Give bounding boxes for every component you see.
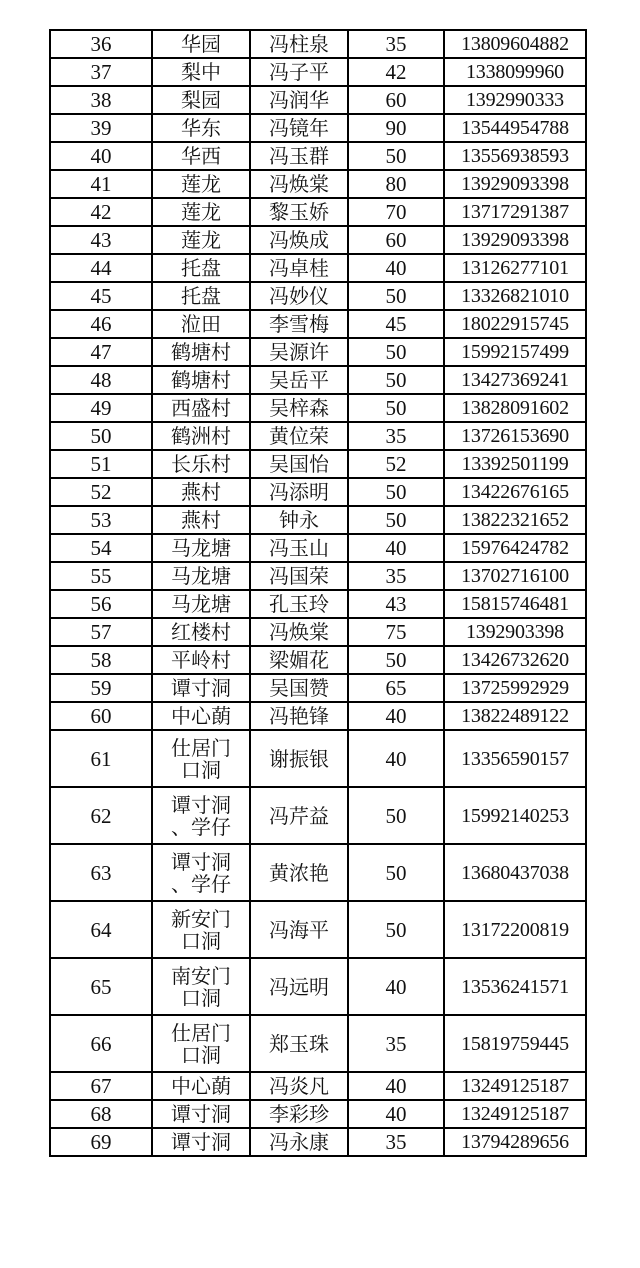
village-cell [152,787,250,844]
table-row [50,901,586,958]
value-cell: 60 [348,86,444,114]
value-cell: 75 [348,618,444,646]
value-cell: 52 [348,450,444,478]
phone-cell: 13929093398 [444,170,586,198]
village-cell [152,844,250,901]
value-cell: 40 [348,254,444,282]
table-row [50,1015,586,1072]
village-cell: 华东 [152,114,250,142]
table-row [50,730,586,787]
table-row [50,58,586,86]
village-cell: 梨中 [152,58,250,86]
village-cell: 托盘 [152,254,250,282]
phone-cell: 13822489122 [444,702,586,730]
name-cell: 黄浓艳 [250,844,348,901]
phone-cell: 1338099960 [444,58,586,86]
name-cell: 冯柱泉 [250,30,348,58]
table-row [50,590,586,618]
name-cell: 黎玉娇 [250,198,348,226]
row-number-cell: 56 [50,590,152,618]
village-line-1: 新安门 [171,906,231,931]
village-cell: 平岭村 [152,646,250,674]
table-row [50,310,586,338]
village-cell: 西盛村 [152,394,250,422]
row-number-cell: 67 [50,1072,152,1100]
village-cell: 红楼村 [152,618,250,646]
phone-cell: 13326821010 [444,282,586,310]
table-row [50,674,586,702]
village-cell: 鹤洲村 [152,422,250,450]
name-cell: 冯焕棠 [250,618,348,646]
data-table [49,29,587,1157]
row-number-cell: 58 [50,646,152,674]
name-cell: 孔玉玲 [250,590,348,618]
table-row [50,198,586,226]
phone-cell: 13680437038 [444,844,586,901]
row-number-cell: 40 [50,142,152,170]
name-cell: 冯焕棠 [250,170,348,198]
phone-cell: 13822321652 [444,506,586,534]
table-row [50,226,586,254]
name-cell: 冯玉山 [250,534,348,562]
village-cell: 谭寸洞 [152,1100,250,1128]
name-cell: 吴国赞 [250,674,348,702]
row-number-cell: 42 [50,198,152,226]
table-row [50,646,586,674]
village-cell [152,730,250,787]
village-cell [152,958,250,1015]
row-number-cell: 63 [50,844,152,901]
table-row [50,562,586,590]
row-number-cell: 47 [50,338,152,366]
value-cell: 50 [348,506,444,534]
name-cell: 冯远明 [250,958,348,1015]
value-cell: 50 [348,646,444,674]
name-cell: 冯润华 [250,86,348,114]
village-line-2: 口洞 [181,1042,221,1067]
name-cell: 冯子平 [250,58,348,86]
phone-cell: 15976424782 [444,534,586,562]
village-cell: 谭寸洞 [152,1128,250,1156]
value-cell: 50 [348,394,444,422]
phone-cell: 1392990333 [444,86,586,114]
row-number-cell: 68 [50,1100,152,1128]
table-row [50,282,586,310]
village-line-1: 南安门 [171,963,231,988]
value-cell: 35 [348,30,444,58]
table-row [50,114,586,142]
village-cell [152,1015,250,1072]
table-row [50,30,586,58]
row-number-cell: 36 [50,30,152,58]
row-number-cell: 62 [50,787,152,844]
value-cell: 40 [348,534,444,562]
table-row [50,844,586,901]
table-row [50,702,586,730]
phone-cell: 13426732620 [444,646,586,674]
row-number-cell: 53 [50,506,152,534]
village-line-1: 谭寸洞 [171,792,231,817]
name-cell: 钟永 [250,506,348,534]
row-number-cell: 59 [50,674,152,702]
table-row [50,1100,586,1128]
village-cell: 梨园 [152,86,250,114]
name-cell: 冯玉群 [250,142,348,170]
name-cell: 冯艳锋 [250,702,348,730]
village-cell: 马龙塘 [152,562,250,590]
name-cell: 黄位荣 [250,422,348,450]
village-cell: 中心蓢 [152,1072,250,1100]
value-cell: 50 [348,282,444,310]
row-number-cell: 69 [50,1128,152,1156]
name-cell: 冯海平 [250,901,348,958]
row-number-cell: 50 [50,422,152,450]
village-cell: 燕村 [152,506,250,534]
value-cell: 50 [348,787,444,844]
village-cell: 华西 [152,142,250,170]
row-number-cell: 55 [50,562,152,590]
value-cell: 80 [348,170,444,198]
name-cell: 谢振银 [250,730,348,787]
phone-cell: 13809604882 [444,30,586,58]
value-cell: 50 [348,844,444,901]
value-cell: 40 [348,1072,444,1100]
row-number-cell: 44 [50,254,152,282]
value-cell: 43 [348,590,444,618]
name-cell: 冯添明 [250,478,348,506]
phone-cell: 1392903398 [444,618,586,646]
phone-cell: 13249125187 [444,1072,586,1100]
name-cell: 吴梓森 [250,394,348,422]
value-cell: 60 [348,226,444,254]
value-cell: 50 [348,478,444,506]
value-cell: 35 [348,1128,444,1156]
row-number-cell: 41 [50,170,152,198]
name-cell: 冯镜年 [250,114,348,142]
village-cell: 马龙塘 [152,534,250,562]
phone-cell: 13794289656 [444,1128,586,1156]
row-number-cell: 52 [50,478,152,506]
phone-cell: 13544954788 [444,114,586,142]
row-number-cell: 49 [50,394,152,422]
value-cell: 50 [348,338,444,366]
table-row [50,394,586,422]
value-cell: 40 [348,730,444,787]
name-cell: 冯国荣 [250,562,348,590]
row-number-cell: 45 [50,282,152,310]
table-row [50,366,586,394]
value-cell: 35 [348,1015,444,1072]
table-row [50,422,586,450]
table-row [50,170,586,198]
phone-cell: 13828091602 [444,394,586,422]
table-row [50,142,586,170]
name-cell: 冯焕成 [250,226,348,254]
phone-cell: 15992140253 [444,787,586,844]
phone-cell: 13702716100 [444,562,586,590]
row-number-cell: 48 [50,366,152,394]
value-cell: 50 [348,901,444,958]
phone-cell: 13536241571 [444,958,586,1015]
village-line-1: 谭寸洞 [171,849,231,874]
village-cell: 莲龙 [152,170,250,198]
row-number-cell: 61 [50,730,152,787]
table-row [50,618,586,646]
table-row [50,86,586,114]
name-cell: 李彩珍 [250,1100,348,1128]
row-number-cell: 57 [50,618,152,646]
village-cell: 莲龙 [152,198,250,226]
row-number-cell: 51 [50,450,152,478]
phone-cell: 13717291387 [444,198,586,226]
value-cell: 50 [348,142,444,170]
village-cell: 燕村 [152,478,250,506]
value-cell: 50 [348,366,444,394]
phone-cell: 13249125187 [444,1100,586,1128]
village-cell: 华园 [152,30,250,58]
name-cell: 冯炎凡 [250,1072,348,1100]
village-cell: 谭寸洞 [152,674,250,702]
phone-cell: 13356590157 [444,730,586,787]
phone-cell: 13422676165 [444,478,586,506]
phone-cell: 18022915745 [444,310,586,338]
table-row [50,506,586,534]
value-cell: 35 [348,562,444,590]
row-number-cell: 66 [50,1015,152,1072]
village-cell: 长乐村 [152,450,250,478]
name-cell: 吴源许 [250,338,348,366]
phone-cell: 13427369241 [444,366,586,394]
table-row [50,787,586,844]
name-cell: 郑玉珠 [250,1015,348,1072]
village-cell: 莲龙 [152,226,250,254]
name-cell: 冯卓桂 [250,254,348,282]
village-cell: 鹤塘村 [152,366,250,394]
value-cell: 35 [348,422,444,450]
name-cell: 吴国怡 [250,450,348,478]
row-number-cell: 38 [50,86,152,114]
village-cell [152,901,250,958]
village-line-2: 口洞 [181,928,221,953]
row-number-cell: 46 [50,310,152,338]
value-cell: 70 [348,198,444,226]
table-row [50,1128,586,1156]
row-number-cell: 64 [50,901,152,958]
row-number-cell: 39 [50,114,152,142]
phone-cell: 15815746481 [444,590,586,618]
phone-cell: 13556938593 [444,142,586,170]
table-row [50,958,586,1015]
value-cell: 40 [348,702,444,730]
value-cell: 40 [348,958,444,1015]
table-row [50,1072,586,1100]
village-line-1: 仕居门 [171,1020,231,1045]
name-cell: 冯芹益 [250,787,348,844]
row-number-cell: 37 [50,58,152,86]
village-line-2: 口洞 [181,985,221,1010]
value-cell: 65 [348,674,444,702]
table-body [50,30,586,1156]
name-cell: 冯永康 [250,1128,348,1156]
village-cell: 马龙塘 [152,590,250,618]
phone-cell: 13392501199 [444,450,586,478]
phone-cell: 15819759445 [444,1015,586,1072]
name-cell: 李雪梅 [250,310,348,338]
name-cell: 梁媚花 [250,646,348,674]
village-cell: 鹤塘村 [152,338,250,366]
village-cell: 涖田 [152,310,250,338]
phone-cell: 15992157499 [444,338,586,366]
table-row [50,534,586,562]
phone-cell: 13725992929 [444,674,586,702]
row-number-cell: 54 [50,534,152,562]
table-row [50,450,586,478]
row-number-cell: 60 [50,702,152,730]
phone-cell: 13126277101 [444,254,586,282]
value-cell: 45 [348,310,444,338]
value-cell: 90 [348,114,444,142]
village-line-2: 、学仔 [171,814,231,839]
village-cell: 托盘 [152,282,250,310]
row-number-cell: 65 [50,958,152,1015]
value-cell: 42 [348,58,444,86]
name-cell: 冯妙仪 [250,282,348,310]
table-row [50,478,586,506]
row-number-cell: 43 [50,226,152,254]
table-row [50,338,586,366]
value-cell: 40 [348,1100,444,1128]
village-cell: 中心蓢 [152,702,250,730]
village-line-2: 、学仔 [171,871,231,896]
phone-cell: 13172200819 [444,901,586,958]
phone-cell: 13929093398 [444,226,586,254]
name-cell: 吴岳平 [250,366,348,394]
table-row [50,254,586,282]
phone-cell: 13726153690 [444,422,586,450]
village-line-2: 口洞 [181,757,221,782]
village-line-1: 仕居门 [171,735,231,760]
